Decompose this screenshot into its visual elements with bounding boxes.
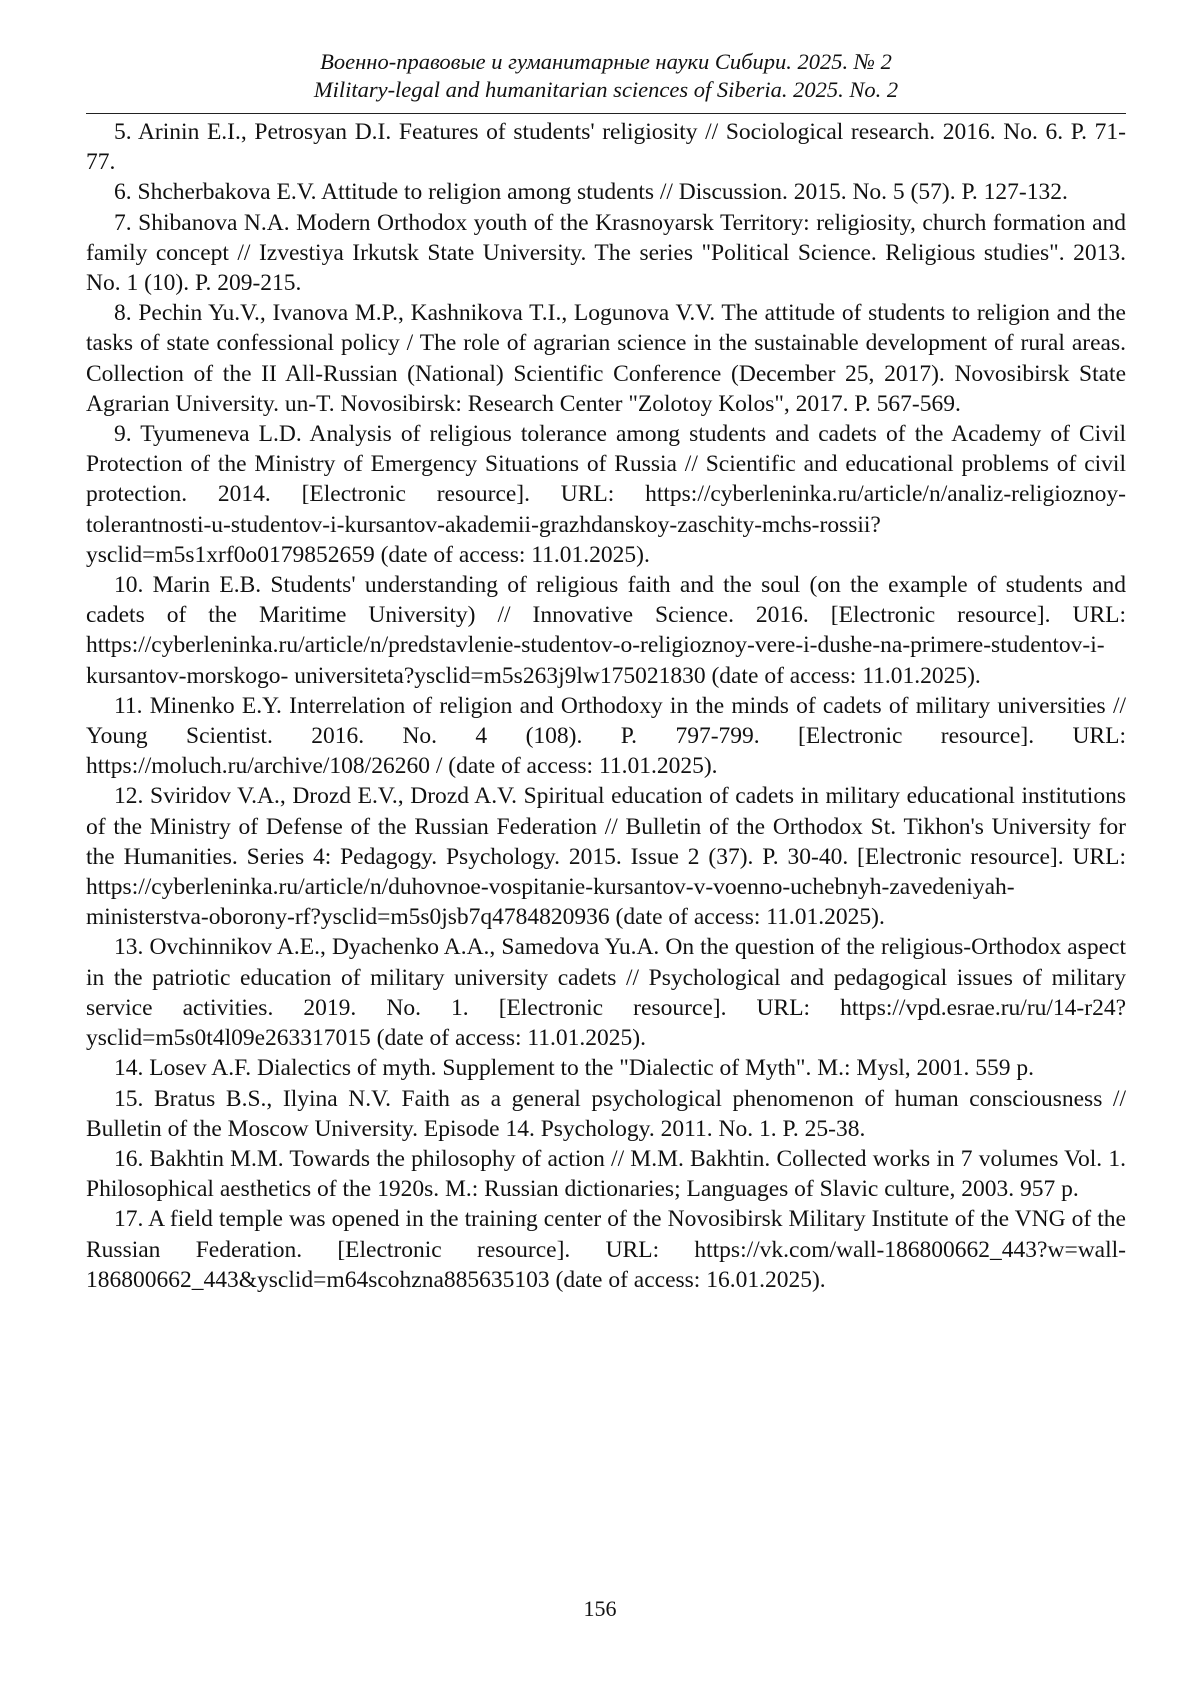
reference-item-14: 14. Losev A.F. Dialectics of myth. Supplement to the "Dialectic of Myth". M.: Mysl, 2001. 559 p. — [114, 1055, 1034, 1082]
reference-item-9: 9. Tyumeneva L.D. Analysis of religious tolerance among students and cadets of the Academy of Civil Protection of the Ministry of Emergency Situations of Russia // Scientific and educational problems of civil protection. 2014. [Electronic resource]. URL: https://cyberleninka.ru/article/n/analiz-religioznoy-tolerantnosti-u-studentov-i-kursantov-akademii-grazhdanskoy-zaschity-mchs-rossii?ysclid=m5s1xrf0o0179852659 (date of access: 11.01.2025). — [86, 421, 1126, 568]
reference-item-13: 13. Ovchinnikov A.E., Dyachenko A.A., Samedova Yu.A. On the question of the religious-Orthodox aspect in the patriotic education of military university cadets // Psychological and pedagogical issues of military service activities. 2019. No. 1. [Electronic resource]. URL: https://vpd.esrae.ru/ru/14-r24?ysclid=m5s0t4l09e263317015 (date of access: 11.01.2025). — [86, 934, 1126, 1052]
reference-item-10: 10. Marin E.B. Students' understanding of religious faith and the soul (on the example of students and cadets of the Maritime University) // Innovative Science. 2016. [Electronic resource]. URL: https://cyberleninka.ru/article/n/predstavlenie-studentov-o-religioznoy-vere-i-dushe-na-primere-studentov-i-kursantov-morskogo- universiteta?ysclid=m5s263j9lw175021830 (date of access: 11.01.2025). — [86, 572, 1126, 689]
journal-title-english: Military-legal and humanitarian sciences of Siberia. 2025. No. 2 — [313, 77, 899, 102]
reference-list — [86, 117, 1126, 1295]
reference-item-17: 17. A field temple was opened in the training center of the Novosibirsk Military Institute of the VNG of the Russian Federation. [Electronic resource]. URL: https://vk.com/wall-186800662_443?w=wall-186800662_443&ysclid=m64scohzna885635103 (date of access: 16.01.2025). — [86, 1206, 1126, 1293]
reference-item-16: 16. Bakhtin M.M. Towards the philosophy of action // M.M. Bakhtin. Collected works in 7 volumes Vol. 1. Philosophical aesthetics of the 1920s. M.: Russian dictionaries; Languages of Slavic culture, 2003. 957 p. — [86, 1145, 1126, 1203]
running-header — [86, 48, 1126, 104]
reference-item-6: 6. Shcherbakova E.V. Attitude to religion among students // Discussion. 2015. No. 5 (57). P. 127-132. — [114, 179, 1068, 206]
reference-item-8: 8. Pechin Yu.V., Ivanova M.P., Kashnikova T.I., Logunova V.V. The attitude of students to religion and the tasks of state confessional policy / The role of agrarian science in the sustainable development of rural areas. Collection of the II All-Russian (National) Scientific Conference (December 25, 2017). Novosibirsk State Agrarian University. un-T. Novosibirsk: Research Center "Zolotoy Kolos", 2017. P. 567-569. — [86, 300, 1126, 417]
reference-item-15: 15. Bratus B.S., Ilyina N.V. Faith as a general psychological phenomenon of human consciousness // Bulletin of the Moscow University. Episode 14. Psychology. 2011. No. 1. P. 25-38. — [86, 1085, 1126, 1142]
reference-item-11: 11. Minenko E.Y. Interrelation of religion and Orthodoxy in the minds of cadets of military universities // Young Scientist. 2016. No. 4 (108). P. 797-799. [Electronic resource]. URL: https://moluch.ru/archive/108/26260 / (date of access: 11.01.2025). — [86, 692, 1126, 780]
journal-title-russian: Военно-правовые и гуманитарные науки Сибири. 2025. № 2 — [320, 49, 892, 74]
reference-item-12: 12. Sviridov V.A., Drozd E.V., Drozd A.V. Spiritual education of cadets in military educational institutions of the Ministry of Defense of the Russian Federation // Bulletin of the Orthodox St. Tikhon's University for the Humanities. Series 4: Pedagogy. Psychology. 2015. Issue 2 (37). P. 30-40. [Electronic resource]. URL: https://cyberleninka.ru/article/n/duhovnoe-vospitanie-kursantov-v-voenno-uchebnyh-zavedeniyah-ministerstva-oborony-rf?ysclid=m5s0jsb7q4784820936 (date of access: 11.01.2025). — [86, 783, 1126, 931]
reference-item-7: 7. Shibanova N.A. Modern Orthodox youth of the Krasnoyarsk Territory: religiosity, church formation and family concept // Izvestiya Irkutsk State University. The series "Political Science. Religious studies". 2013. No. 1 (10). P. 209-215. — [86, 209, 1126, 297]
header-divider — [86, 113, 1126, 114]
page-number: 156 — [583, 1596, 617, 1621]
reference-item-5: 5. Arinin E.I., Petrosyan D.I. Features of students' religiosity // Sociological research. 2016. No. 6. P. 71-77. — [86, 119, 1126, 176]
